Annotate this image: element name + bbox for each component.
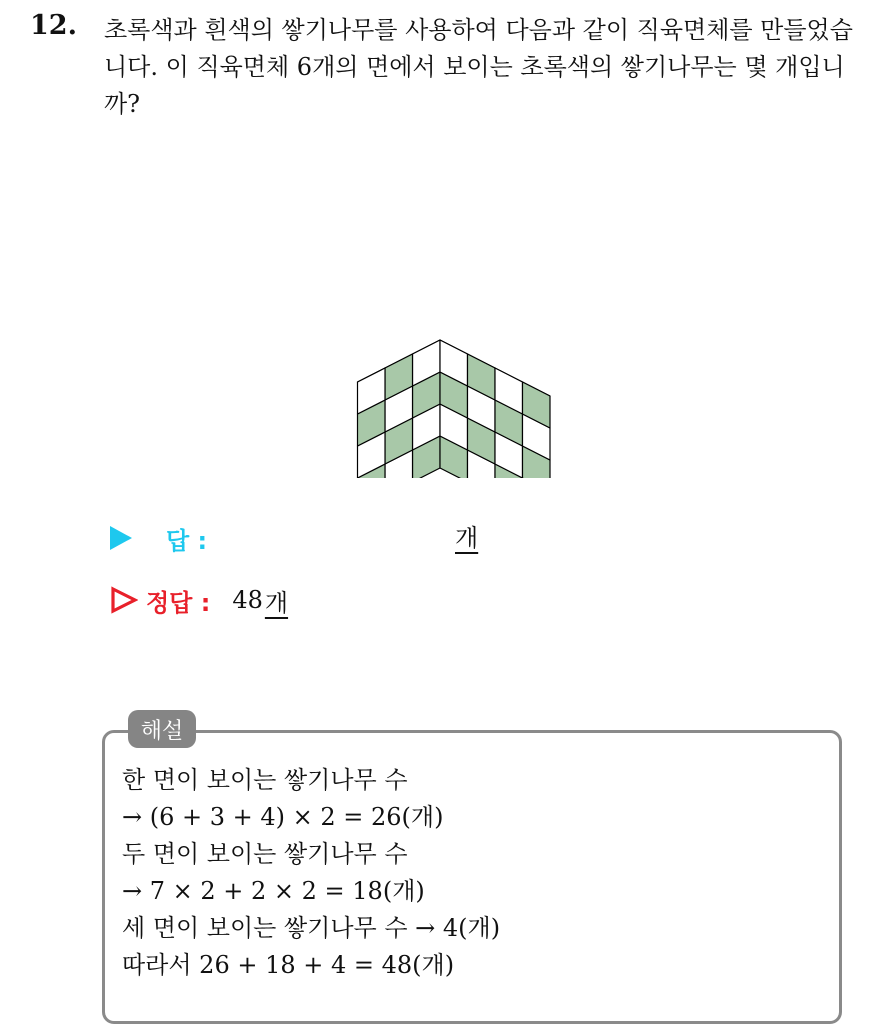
answer-label: 답 : <box>166 526 208 555</box>
question-number: 12. <box>30 10 77 41</box>
solution-tag: 해설 <box>128 710 196 748</box>
correct-answer-unit: 개 <box>264 588 289 617</box>
solution-line: 한 면이 보이는 쌓기나무 수 <box>122 766 408 794</box>
play-triangle-icon <box>110 526 132 550</box>
correct-answer-row <box>110 580 288 620</box>
solution-line: 두 면이 보이는 쌓기나무 수 <box>122 840 408 868</box>
solution-line: 따라서 26 + 18 + 4 = 48(개) <box>122 951 455 979</box>
solution-line: → 7 × 2 + 2 × 2 = 18(개) <box>122 877 425 905</box>
solution-line: 세 면이 보이는 쌓기나무 수 → 4(개) <box>122 914 501 942</box>
solution-lines <box>122 762 500 984</box>
answer-row <box>110 518 610 558</box>
question-text: 초록색과 흰색의 쌓기나무를 사용하여 다음과 같이 직육면체를 만들었습니다. 이 직육면체 6개의 면에서 보이는 초록색의 쌓기나무는 몇 개입니까? <box>104 16 853 118</box>
answer-unit: 개 <box>455 524 479 552</box>
outline-triangle-icon <box>110 586 138 614</box>
correct-answer-value: 48 <box>232 586 263 614</box>
correct-answer-label: 정답 : <box>146 588 211 617</box>
solution-line: → (6 + 3 + 4) × 2 = 26(개) <box>122 803 444 831</box>
cuboid-figure <box>318 178 648 478</box>
